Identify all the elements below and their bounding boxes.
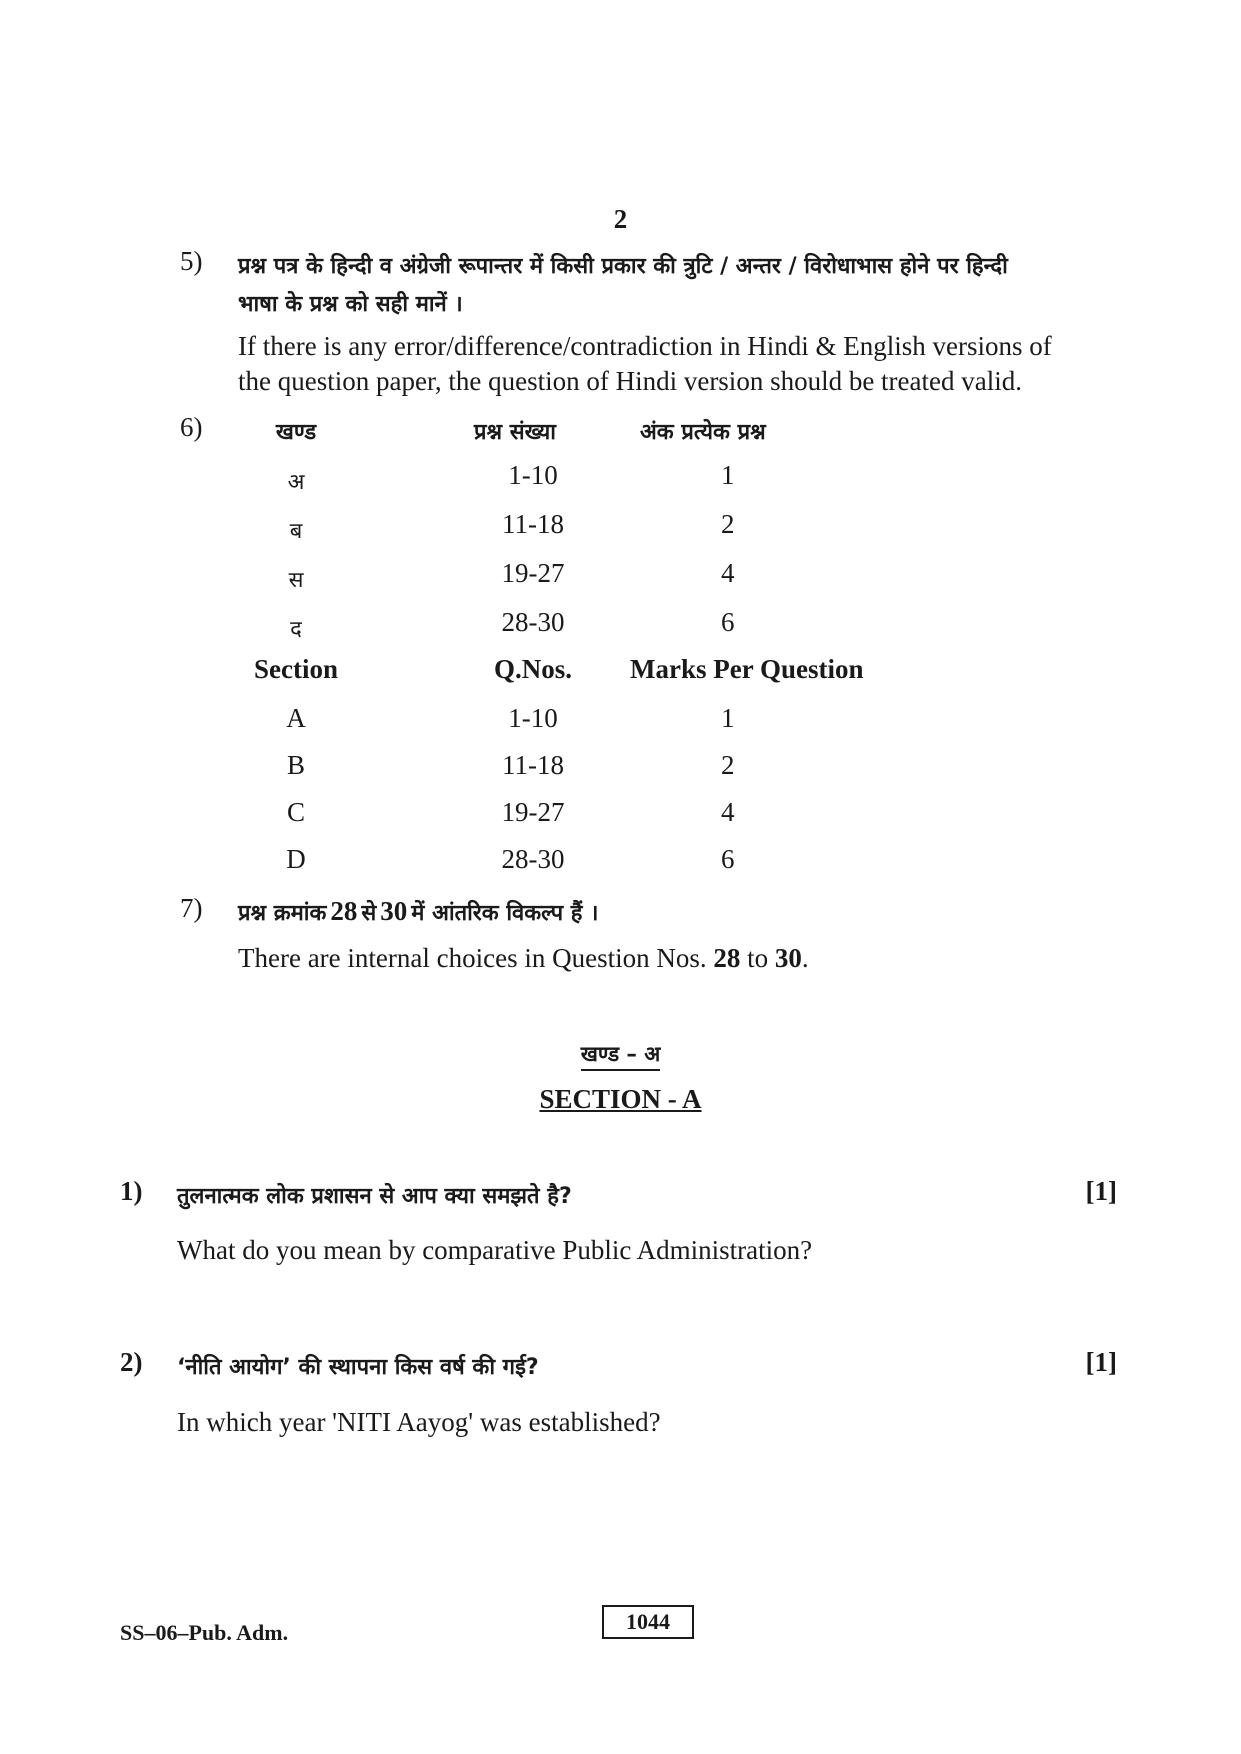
- instruction-5-english-line2: the question paper, the question of Hindi version should be treated valid.: [238, 366, 1022, 396]
- question-1-english: What do you mean by comparative Public Administration?: [177, 1235, 813, 1265]
- instruction-7-english-q2: 30: [774, 943, 802, 973]
- hindi-table-row-1-marks: 1: [721, 460, 735, 490]
- instruction-7-hindi-mid: से: [361, 901, 377, 926]
- instruction-6-number: 6): [180, 412, 203, 442]
- hindi-table-row-4-qnos: 28-30: [501, 607, 565, 637]
- english-table-row-4-qnos: 28-30: [501, 844, 565, 874]
- instruction-7-english-q1: 28: [713, 943, 741, 973]
- question-2-marks: [1]: [1085, 1347, 1117, 1377]
- english-table-row-1-section: A: [286, 703, 306, 733]
- hindi-table-header-section: खण्ड: [275, 420, 317, 445]
- english-table-row-1-marks: 1: [721, 703, 735, 733]
- page-number: 2: [613, 204, 628, 234]
- instruction-5-hindi-line1: प्रश्न पत्र के हिन्दी व अंग्रेजी रूपान्तर में किसी प्रकार की त्रुटि / अन्तर / विरोधाभास होने पर हिन्दी: [238, 254, 1008, 279]
- hindi-table-row-3-section: स: [288, 568, 304, 593]
- english-table-row-2-marks: 2: [721, 750, 735, 780]
- instruction-7-english-pre: There are internal choices in Question Nos.: [238, 943, 707, 973]
- instruction-7-hindi-pre: प्रश्न क्रमांक: [238, 901, 327, 926]
- instruction-7-hindi-post: में आंतरिक विकल्प हैं ।: [411, 901, 599, 926]
- english-table-row-4-marks: 6: [721, 844, 735, 874]
- hindi-table-row-2-qnos: 11-18: [502, 509, 564, 539]
- hindi-table-row-3-marks: 4: [721, 558, 735, 588]
- instruction-7-english: [238, 940, 809, 976]
- footer-page-code: 1044: [602, 1605, 694, 1639]
- english-table-header-marks: Marks Per Question: [630, 654, 864, 684]
- hindi-table-row-1-qnos: 1-10: [508, 460, 558, 490]
- instruction-7-hindi: [238, 893, 598, 929]
- instruction-5-english-line1: If there is any error/difference/contradiction in Hindi & English versions of: [238, 331, 1052, 361]
- question-1-marks: [1]: [1085, 1176, 1117, 1206]
- hindi-table-row-3-qnos: 19-27: [501, 558, 565, 588]
- english-table-header-section: Section: [254, 654, 338, 684]
- hindi-table-row-4-section: द: [290, 617, 302, 642]
- english-table-row-3-qnos: 19-27: [501, 797, 565, 827]
- hindi-table-row-4-marks: 6: [721, 607, 735, 637]
- question-1-hindi: तुलनात्मक लोक प्रशासन से आप क्या समझते है?: [177, 1184, 572, 1209]
- hindi-table-row-1-section: अ: [287, 470, 305, 495]
- hindi-table-row-2-section: ब: [289, 519, 303, 544]
- english-table-row-2-qnos: 11-18: [502, 750, 564, 780]
- instruction-7-hindi-q1: 28: [330, 896, 358, 926]
- instruction-7-hindi-q2: 30: [380, 896, 408, 926]
- english-table-row-4-section: D: [286, 844, 306, 874]
- question-1-number: 1): [120, 1176, 143, 1206]
- instruction-7-number: 7): [180, 893, 203, 923]
- footer-subject-code: SS–06–Pub. Adm.: [120, 1620, 289, 1645]
- hindi-table-row-2-marks: 2: [721, 509, 735, 539]
- question-2-number: 2): [120, 1347, 143, 1377]
- instruction-7-english-post: .: [801, 943, 809, 973]
- hindi-table-header-marks: अंक प्रत्येक प्रश्न: [640, 420, 766, 445]
- english-table-row-3-marks: 4: [721, 797, 735, 827]
- question-2-hindi: ‘नीति आयोग’ की स्थापना किस वर्ष की गई?: [177, 1355, 539, 1380]
- section-heading-hindi: [0, 1040, 1241, 1068]
- section-heading-english: SECTION - A: [539, 1084, 702, 1114]
- instruction-5-number: 5): [180, 246, 203, 276]
- instruction-5-hindi-line2: भाषा के प्रश्न को सही मानें ।: [238, 292, 463, 317]
- section-heading-hindi-text: खण्ड – अ: [581, 1042, 661, 1071]
- english-table-row-1-qnos: 1-10: [508, 703, 558, 733]
- english-table-row-3-section: C: [286, 797, 305, 827]
- hindi-table-header-qnos: प्रश्न संख्या: [474, 420, 556, 445]
- english-table-header-qnos: Q.Nos.: [493, 654, 572, 684]
- english-table-row-2-section: B: [286, 750, 305, 780]
- instruction-7-english-mid: to: [747, 943, 769, 973]
- question-2-english: In which year 'NITI Aayog' was established?: [177, 1407, 661, 1437]
